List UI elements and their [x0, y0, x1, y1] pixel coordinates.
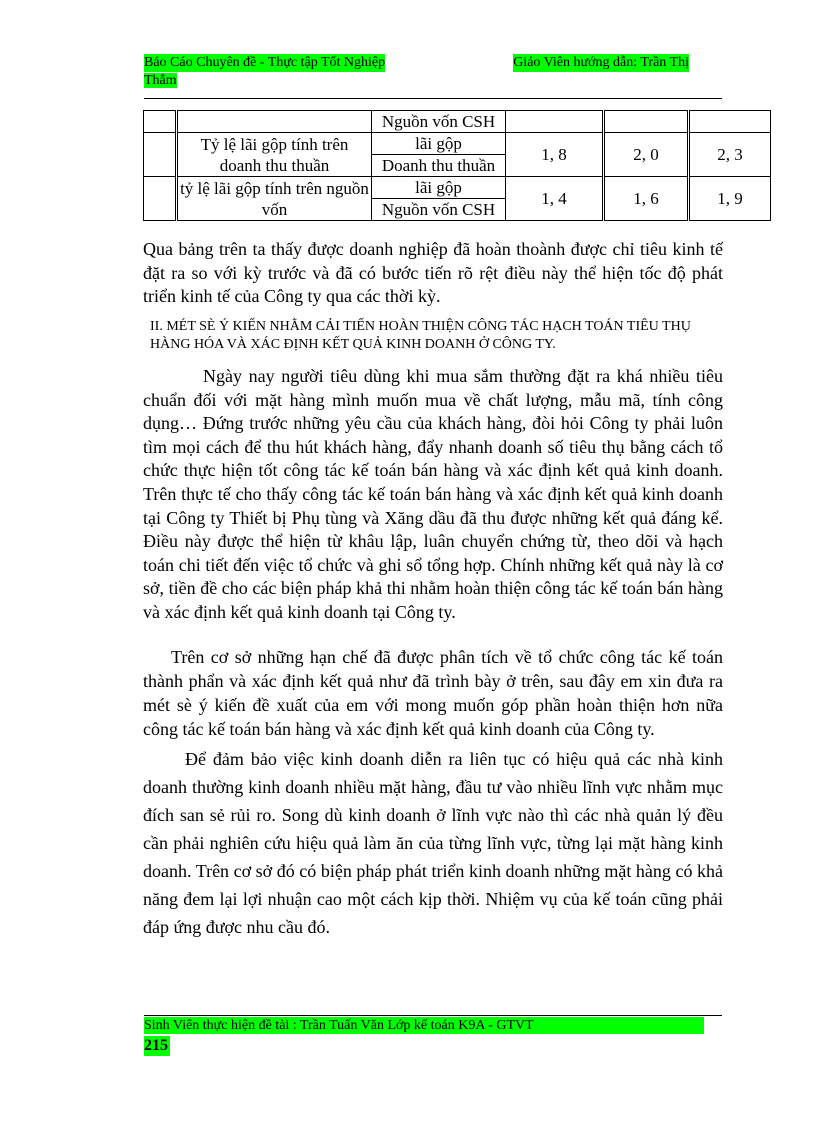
page-header — [144, 54, 689, 90]
ratio-value: 2, 3 — [689, 133, 771, 177]
ratio-value: 1, 6 — [604, 177, 689, 221]
ratio-value: 2, 0 — [604, 133, 689, 177]
denominator-label: Doanh thu thuần — [372, 155, 506, 177]
table-cell — [689, 111, 771, 133]
summary-paragraph — [143, 238, 723, 309]
page-number: 215 — [144, 1037, 168, 1054]
ratio-value: 1, 8 — [506, 133, 604, 177]
table-row — [144, 111, 771, 133]
footer-divider — [144, 1015, 722, 1016]
header-divider — [144, 98, 722, 99]
page-footer — [144, 1017, 704, 1056]
table-cell — [144, 111, 177, 133]
paragraph-text: Để đảm bảo việc kinh doanh diễn ra liên tục có hiệu quả các nhà kinh doanh thường kinh doanh nhiều mặt hàng, đầu tư vào nhiều lĩnh vực nhằm mục đích san sẻ rủi ro. Song dù kinh doanh ở lĩnh vực nào thì các nhà quản lý đều cần phải nghiên cứu hiệu quả làm ăn của từng lĩnh vực, từng lại mặt hàng kinh doanh. Trên cơ sở đó có biện pháp phát triển kinh doanh những mặt hàng có khả năng đem lại lợi nhuận cao một cách kịp thời. Nhiệm vụ của kế toán cũng phải đáp ứng được nhu cầu đó. — [143, 749, 723, 937]
header-advisor-continued: Thắm — [144, 73, 177, 88]
denominator-label: Nguồn vốn CSH — [372, 199, 506, 221]
numerator-label: lãi gộp — [372, 133, 506, 155]
body-paragraph-3 — [143, 745, 723, 941]
ratio-value: 1, 9 — [689, 177, 771, 221]
paragraph-text: Trên cơ sở những hạn chế đã được phân tích về tổ chức công tác kế toán thành phẩn và xác định kết quả như đã trình bày ở trên, sau đây em xin đưa ra mét sè ý kiến đề xuất của em với mong muốn góp phần hoàn thiện hơn nữa công tác kế toán bán hàng và xác định kết quả kinh doanh của Công ty. — [143, 647, 723, 739]
table-cell — [506, 111, 604, 133]
table-row — [144, 133, 771, 155]
numerator-label: lãi gộp — [372, 177, 506, 199]
paragraph-text: Qua bảng trên ta thấy được doanh nghiệp đã hoàn thoành được chỉ tiêu kinh tế đặt ra so với kỳ trước và đã có bước tiến rõ rệt điều này thể hiện tốc độ phát triển kinh tế của Công ty qua các thời kỳ. — [143, 239, 723, 306]
footer-author: Sinh Viên thực hiện đề tài : Trần Tuấn Văn Lớp kế toán K9A - GTVT — [144, 1017, 704, 1034]
indicator-name: Tỷ lệ lãi gộp tính trên doanh thu thuần — [177, 133, 372, 177]
body-paragraph-1 — [143, 365, 723, 625]
indicator-name: tỷ lệ lãi gộp tính trên nguồn vốn — [177, 177, 372, 221]
body-paragraph-2 — [143, 645, 723, 741]
ratio-value: 1, 4 — [506, 177, 604, 221]
paragraph-text: Ngày nay người tiêu dùng khi mua sắm thường đặt ra khá nhiều tiêu chuẩn đối với mặt hàng mình muốn mua về chất lượng, mẫu mã, tính công dụng… Đứng trước những yêu cầu của khách hàng, đòi hỏi Công ty phải luôn tìm mọi cách để thu hút khách hàng, đẩy nhanh doanh số tiêu thụ bằng cách tổ chức thực hiện tốt công tác kế toán bán hàng và xác định kết quả kinh doanh. Trên thực tế cho thấy công tác kế toán bán hàng và xác định kết quả kinh doanh tại Công ty Thiết bị Phụ tùng và Xăng dầu đã thu được những kết quả đáng kể. Điều này được thể hiện từ khâu lập, luân chuyển chứng từ, theo dõi và hạch toán chi tiết đến việc tổ chức và ghi sổ tổng hợp. Chính những kết quả này là cơ sở, tiền đề cho các biện pháp khả thi nhằm hoàn thiện công tác kế toán bán hàng và xác định kết quả kinh doanh tại Công ty. — [143, 366, 723, 622]
header-advisor: Giáo Viên hướng dẫn: Trần Thị — [513, 55, 689, 70]
table-cell — [144, 177, 177, 221]
header-report-title: Báo Cáo Chuyên đề - Thực tập Tốt Nghiệp — [144, 55, 386, 70]
profit-ratio-table — [143, 110, 771, 221]
table-cell — [177, 111, 372, 133]
section-heading: II. MÉT SÈ Ý KIẾN NHẰM CẢI TIẾN HOÀN THIỆN CÔNG TÁC HẠCH TOÁN TIÊU THỤ HÀNG HÓA VÀ XÁC ĐỊNH KẾT QUẢ KINH DOANH Ở CÔNG TY. — [150, 319, 691, 352]
table-row — [144, 177, 771, 199]
table-cell: Nguồn vốn CSH — [372, 111, 506, 133]
table-cell — [144, 133, 177, 177]
table-cell — [604, 111, 689, 133]
